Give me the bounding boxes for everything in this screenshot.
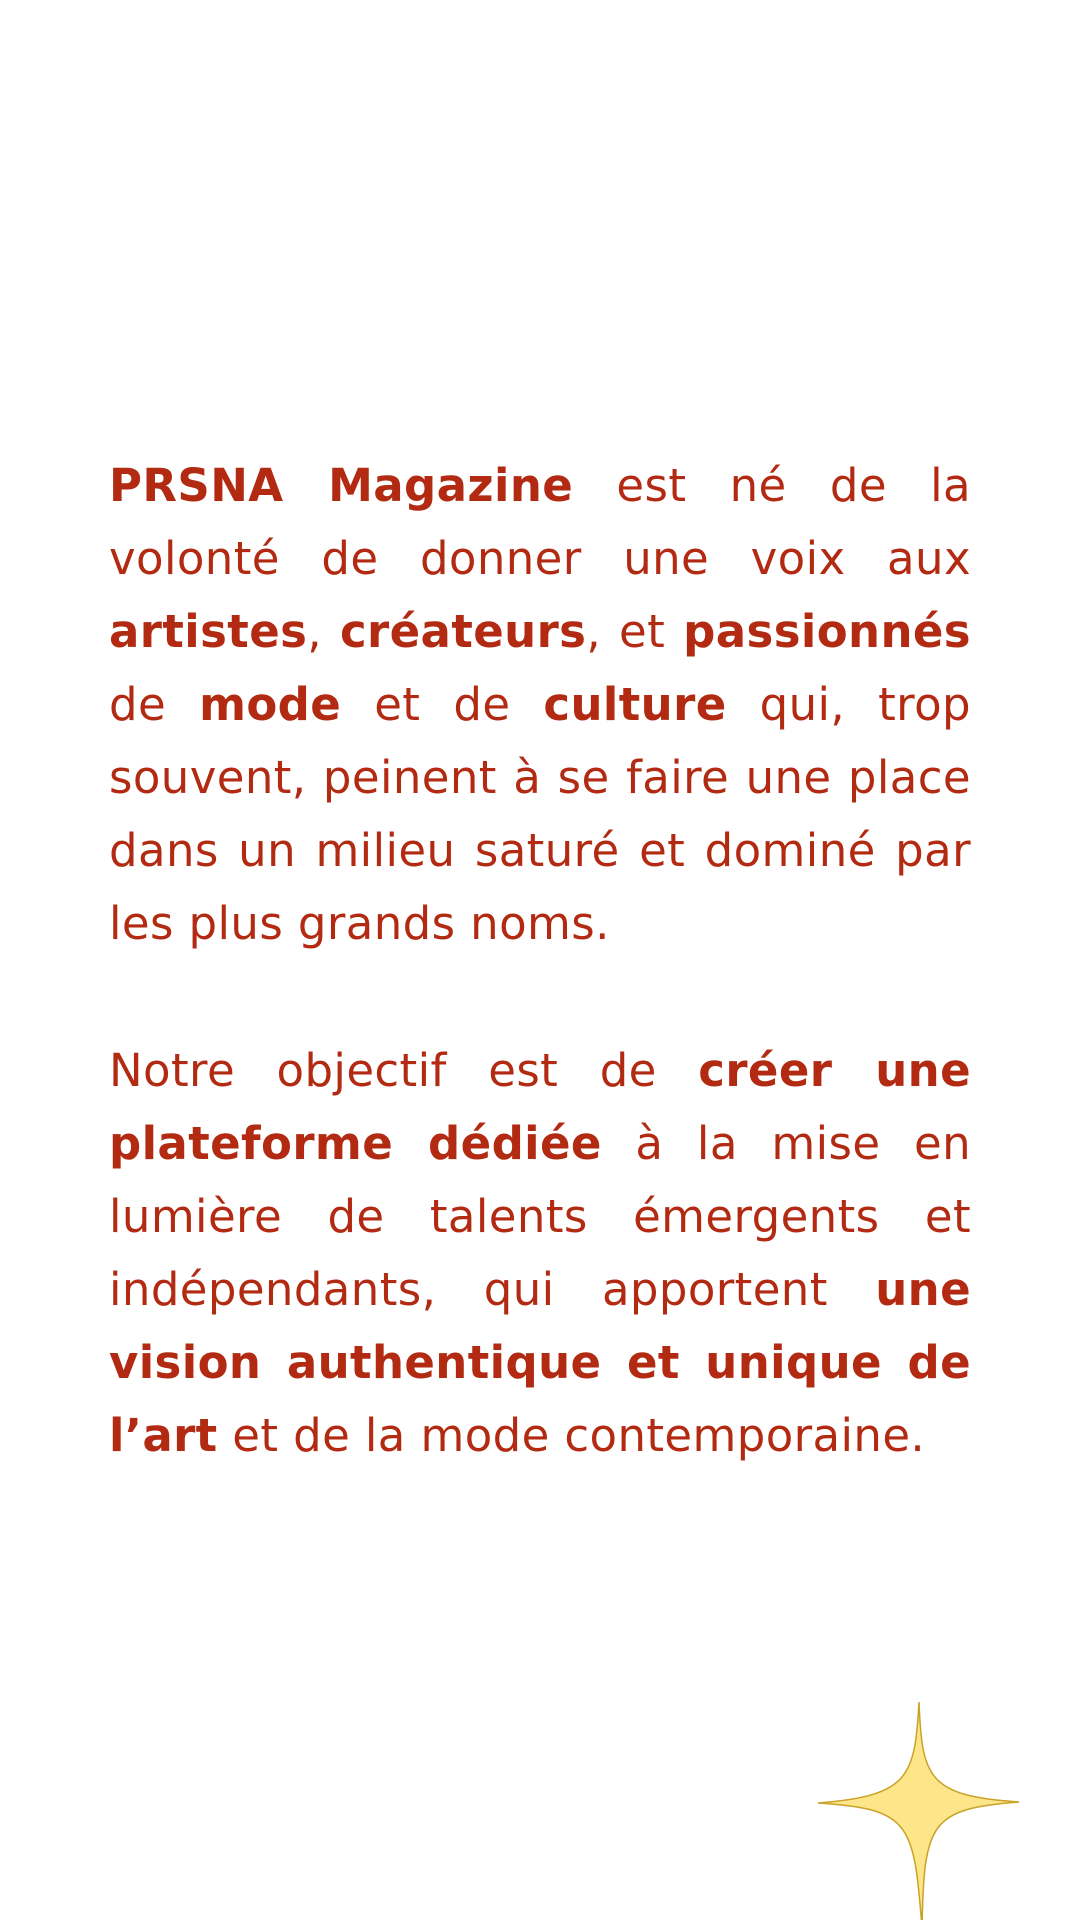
text-segment: Notre objectif est de — [109, 1044, 699, 1097]
text-segment: et de la mode contemporaine. — [217, 1409, 926, 1462]
keyword-vision: une vision authentique et unique de l’art — [109, 1263, 971, 1462]
text-segment: à la mise en lumière de talents émergents et indépendants, qui apportent — [109, 1117, 971, 1316]
text-segment: , — [307, 605, 340, 658]
text-segment: qui, trop souvent, peinent à se faire une place dans un milieu saturé et dominé par les plus grands noms. — [109, 678, 971, 950]
keyword-culture: culture — [543, 678, 727, 731]
text-segment: est né de la volonté de donner une voix aux — [109, 459, 971, 585]
keyword-passionnes: passionnés — [683, 605, 971, 658]
star-shape — [818, 1702, 1019, 1920]
text-segment: , et — [586, 605, 684, 658]
four-point-star-icon — [812, 1698, 1024, 1920]
brand-name: PRSNA Magazine — [109, 459, 574, 512]
keyword-mode: mode — [199, 678, 342, 731]
objective-paragraph — [109, 1034, 971, 1472]
intro-paragraph — [109, 449, 971, 960]
text-segment: et de — [341, 678, 544, 731]
keyword-artistes: artistes — [109, 605, 308, 658]
text-segment: de — [109, 678, 200, 731]
keyword-platform: créer une plateforme dédiée — [109, 1044, 971, 1170]
keyword-createurs: créateurs — [339, 605, 587, 658]
